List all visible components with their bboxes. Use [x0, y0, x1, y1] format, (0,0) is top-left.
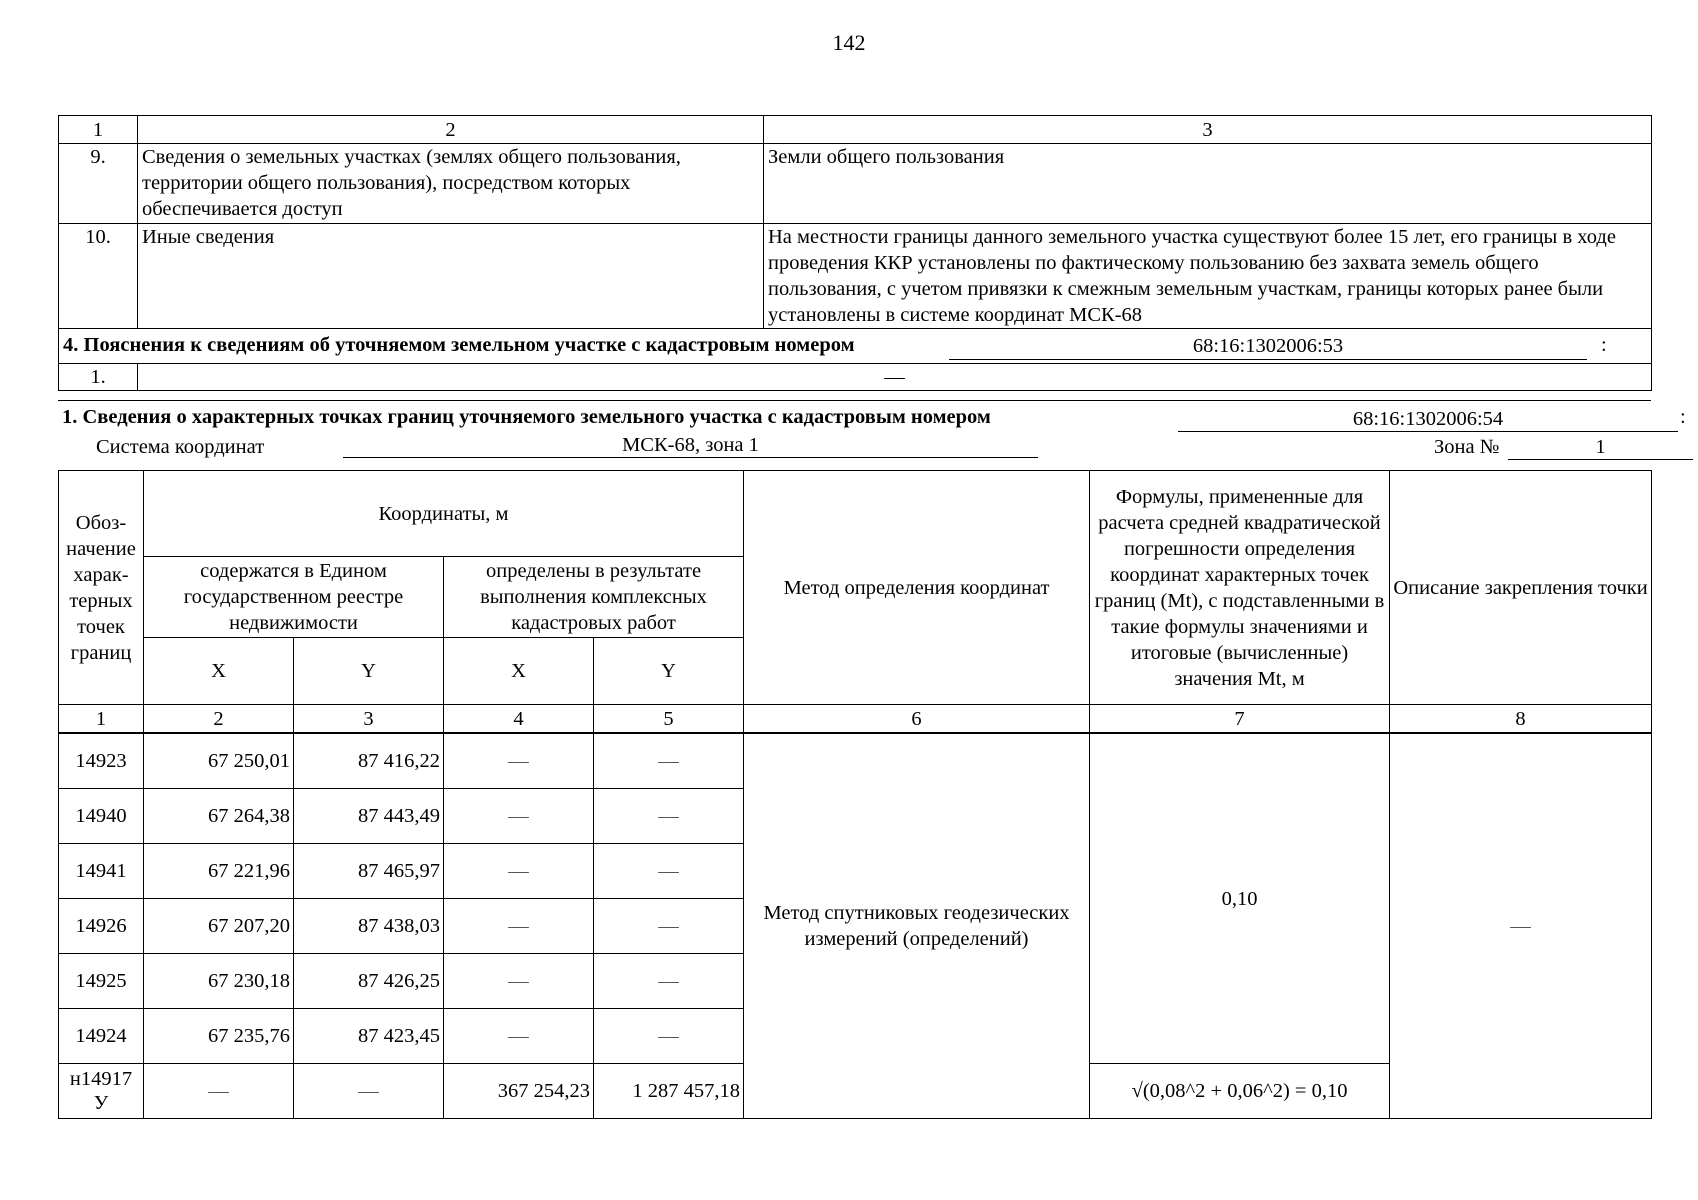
column-number: 3	[294, 705, 444, 734]
y-egrn: 87 416,22	[294, 733, 444, 789]
section1-title: 1. Сведения о характерных точках границ уточняемого земельного участка с кадастровым номером	[62, 406, 991, 428]
table-row	[59, 144, 1652, 224]
y-kkr: —	[594, 733, 744, 789]
kkr-header: определены в результате выполнения комплексных кадастровых работ	[444, 557, 744, 638]
y-egrn: 87 438,03	[294, 899, 444, 954]
method-value: Метод спутниковых геодезических измерений (определений)	[744, 733, 1090, 1119]
x-egrn: 67 230,18	[144, 954, 294, 1009]
header-cell: 3	[764, 116, 1652, 144]
column-number: 8	[1390, 705, 1652, 734]
formulas-header: Формулы, примененные для расчета средней квадратической погрешности определения координат характерных точек границ (Mt), с подставленными в такие формулы значениями и итоговые (вычисленные) значения Mt, м	[1090, 471, 1390, 705]
y-header: Y	[294, 638, 444, 705]
header-row	[59, 471, 1652, 557]
y-egrn: 87 423,45	[294, 1009, 444, 1064]
egrn-header: содержатся в Едином государственном реестре недвижимости	[144, 557, 444, 638]
header-cell: 1	[59, 116, 138, 144]
row-label: Сведения о земельных участках (землях общего пользования, территории общего пользования), посредством которых обеспечивается доступ	[138, 144, 764, 224]
point-id: 14940	[59, 789, 144, 844]
x-kkr: —	[444, 789, 594, 844]
row-value: —	[138, 364, 1652, 391]
point-id: 14941	[59, 844, 144, 899]
row-number: 1.	[59, 364, 138, 391]
coord-system-value: МСК-68, зона 1	[343, 434, 1038, 458]
row-value: Земли общего пользования	[764, 144, 1652, 224]
y-kkr: —	[594, 954, 744, 1009]
section1-header	[58, 402, 1686, 470]
x-kkr: —	[444, 1009, 594, 1064]
description-header: Описание закрепления точки	[1390, 471, 1652, 705]
y-egrn: —	[294, 1064, 444, 1119]
y-egrn: 87 426,25	[294, 954, 444, 1009]
column-number: 4	[444, 705, 594, 734]
column-number: 2	[144, 705, 294, 734]
point-id: 14925	[59, 954, 144, 1009]
x-kkr: —	[444, 844, 594, 899]
x-header: X	[144, 638, 294, 705]
y-kkr: —	[594, 789, 744, 844]
x-egrn: 67 264,38	[144, 789, 294, 844]
y-kkr: —	[594, 899, 744, 954]
point-id: н14917 У	[59, 1064, 144, 1119]
coordinates-header: Координаты, м	[144, 471, 744, 557]
y-kkr: 1 287 457,18	[594, 1064, 744, 1119]
section4-title: 4. Пояснения к сведениям об уточняемом земельном участке с кадастровым номером	[63, 334, 855, 356]
point-id: 14924	[59, 1009, 144, 1064]
upper-info-table	[58, 115, 1652, 391]
y-kkr: —	[594, 1009, 744, 1064]
designation-header: Обоз-начение харак-терных точек границ	[59, 471, 144, 705]
x-egrn: 67 207,20	[144, 899, 294, 954]
method-header: Метод определения координат	[744, 471, 1090, 705]
zone-label: Зона №	[1434, 436, 1500, 458]
coord-system-label: Система координат	[96, 436, 265, 458]
row-value: На местности границы данного земельного участка существуют более 15 лет, его границы в ходе проведения ККР установлены по фактическому пользованию без захвата земель общего пользования, с учетом привязки к смежным земельным участкам, границы которых ранее были установлены в системе координат МСК-68	[764, 224, 1652, 329]
y-header: Y	[594, 638, 744, 705]
upper-header-row	[59, 116, 1652, 144]
section4-colon: :	[1601, 334, 1607, 356]
x-egrn: —	[144, 1064, 294, 1119]
x-egrn: 67 250,01	[144, 733, 294, 789]
point-id: 14926	[59, 899, 144, 954]
column-number: 6	[744, 705, 1090, 734]
x-egrn: 67 221,96	[144, 844, 294, 899]
coordinates-table	[58, 470, 1652, 1119]
y-kkr: —	[594, 844, 744, 899]
table-row	[59, 224, 1652, 329]
x-kkr: —	[444, 733, 594, 789]
x-kkr: —	[444, 954, 594, 1009]
section4-row	[59, 329, 1652, 364]
row-number: 10.	[59, 224, 138, 329]
header-cell: 2	[138, 116, 764, 144]
x-egrn: 67 235,76	[144, 1009, 294, 1064]
column-number: 5	[594, 705, 744, 734]
section4-item-row	[59, 364, 1652, 391]
description-value: —	[1390, 733, 1652, 1119]
point-id: 14923	[59, 733, 144, 789]
page-number: 142	[832, 30, 866, 55]
row-number: 9.	[59, 144, 138, 224]
x-kkr: —	[444, 899, 594, 954]
section4-cadastral-number: 68:16:1302006:53	[949, 333, 1587, 360]
x-header: X	[444, 638, 594, 705]
section1-cadastral-number: 68:16:1302006:54	[1178, 408, 1678, 432]
y-egrn: 87 465,97	[294, 844, 444, 899]
column-number: 7	[1090, 705, 1390, 734]
section1-colon: :	[1680, 406, 1686, 428]
row-label: Иные сведения	[138, 224, 764, 329]
y-egrn: 87 443,49	[294, 789, 444, 844]
column-numbers-row	[59, 705, 1652, 734]
table-row	[59, 733, 1652, 789]
divider	[58, 400, 1651, 401]
mt-value: 0,10	[1090, 733, 1390, 1064]
zone-value: 1	[1508, 436, 1693, 460]
mt-formula: √(0,08^2 + 0,06^2) = 0,10	[1090, 1064, 1390, 1119]
column-number: 1	[59, 705, 144, 734]
x-kkr: 367 254,23	[444, 1064, 594, 1119]
